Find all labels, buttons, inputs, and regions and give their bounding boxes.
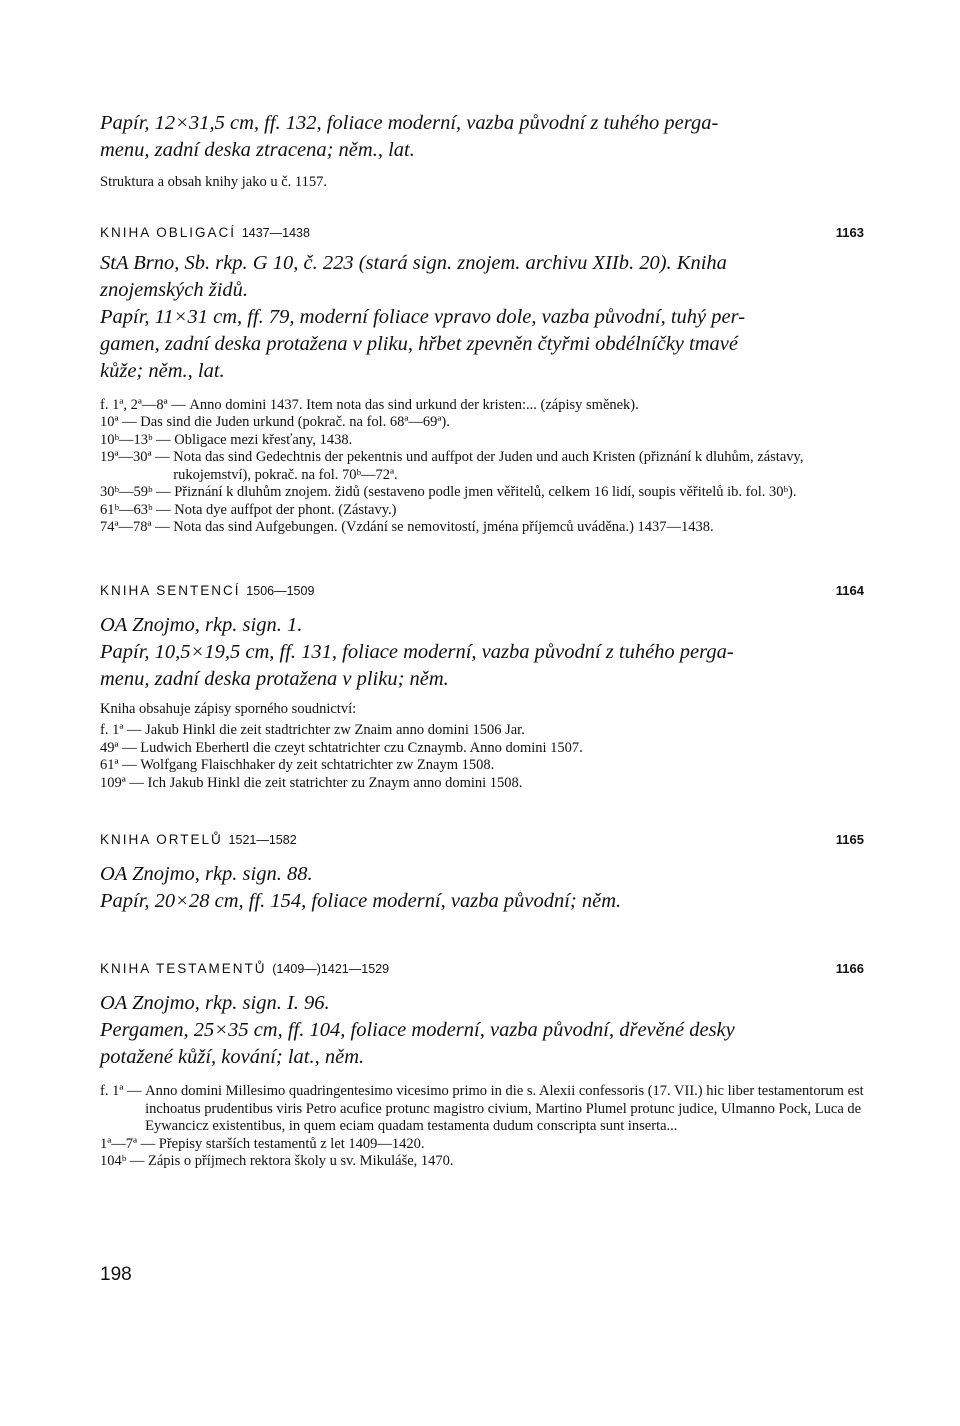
desc-line: OA Znojmo, rkp. sign. I. 96. <box>100 992 330 1014</box>
section-number-1163: 1163 <box>835 224 864 240</box>
desc-line: kůže; něm., lat. <box>100 359 225 382</box>
desc-line: Papír, 11×31 cm, ff. 79, moderní foliace vpravo dole, vazba původní, tuhý per- <box>100 305 746 328</box>
desc-line: OA Znojmo, rkp. sign. 1. <box>100 613 303 636</box>
section-title-1163: KNIHA OBLIGACÍ 1437—1438 <box>100 224 310 240</box>
desc-line: OA Znojmo, rkp. sign. 88. <box>100 863 313 885</box>
list-item: 104ᵇ — Zápis o příjmech rektora školy u sv. Mikuláše, 1470. <box>100 1153 454 1169</box>
desc-line: StA Brno, Sb. rkp. G 10, č. 223 (stará sign. znojem. archivu XIIb. 20). Kniha <box>100 251 727 274</box>
desc-line: Pergamen, 25×35 cm, ff. 104, foliace moderní, vazba původní, dřevěné desky <box>100 1019 735 1041</box>
list-item: 30ᵇ—59ᵇ — Přiznání k dluhům znojem. židů (sestaveno podle jmen věřitelů, celkem 16 lidí, soupis věřitelů ib. fol. 30ᵇ). <box>100 484 797 500</box>
desc-line: znojemských židů. <box>100 278 249 301</box>
desc-line: menu, zadní deska protažena v pliku; něm. <box>100 667 449 690</box>
list-item: f. 1ª, 2ª—8ª — Anno domini 1437. Item nota das sind urkund der kristen:... (zápisy směnek). <box>100 396 639 413</box>
list-item: 74ª—78ª — Nota das sind Aufgebungen. (Vzdání se nemovitostí, jména příjemců uváděna.) 1437—1438. <box>100 519 714 535</box>
page-number: 198 <box>100 1264 132 1285</box>
list-item: f. 1ª — Jakub Hinkl die zeit stadtrichter zw Znaim anno domini 1506 Jar. <box>100 722 525 738</box>
section-heading-1164 <box>100 583 864 598</box>
intro-line-2: menu, zadní deska ztracena; něm., lat. <box>100 139 415 161</box>
entries-1164 <box>100 722 864 792</box>
list-item: 10ᵇ—13ᵇ — Obligace mezi křesťany, 1438. <box>100 431 353 448</box>
section-heading-1166 <box>100 961 864 976</box>
desc-line: Papír, 20×28 cm, ff. 154, foliace moderní, vazba původní; něm. <box>100 890 622 912</box>
list-item: 49ª — Ludwich Eberhertl die czeyt schtatrichter czu Cznaymb. Anno domini 1507. <box>100 739 583 756</box>
list-item: 1ª—7ª — Přepisy starších testamentů z let 1409—1420. <box>100 1135 425 1152</box>
section-heading-1165 <box>100 832 864 847</box>
list-item: f. 1ª — Anno domini Millesimo quadringentesimo vicesimo primo in die s. Alexii confessoris (17. VII.) hic liber testamentorum est inchoatus prudentibus viris Petro acufice protunc magistro civium, Martino Plumel protunc judice, Ulmanno Pock, Luca de Eywancicz existentibus, in quem eciam quadam testamenta dudum conscripta sunt inserta... <box>100 1083 864 1134</box>
section-heading-1163 <box>100 225 864 240</box>
desc-line: Papír, 10,5×19,5 cm, ff. 131, foliace moderní, vazba původní z tuhého perga- <box>100 640 734 663</box>
page-body <box>100 110 864 1171</box>
intro-note: Struktura a obsah knihy jako u č. 1157. <box>100 174 327 190</box>
section-note-1164: Kniha obsahuje zápisy sporného soudnictví: <box>100 700 357 717</box>
section-number-1165: 1165 <box>835 832 864 847</box>
section-desc-1164 <box>100 612 864 693</box>
section-title-1166: KNIHA TESTAMENTŮ (1409—)1421—1529 <box>100 961 390 976</box>
intro-line-1: Papír, 12×31,5 cm, ff. 132, foliace moderní, vazba původní z tuhého perga- <box>100 112 719 134</box>
list-item: 10ª — Das sind die Juden urkund (pokrač. na fol. 68ª—69ª). <box>100 414 450 430</box>
section-number-1166: 1166 <box>835 961 864 976</box>
list-item: 19ª—30ª — Nota das sind Gedechtnis der pekentnis und auffpot der Juden und auch Kristen (přiznání k dluhům, zástavy, rukojemství), pokrač. na fol. 70ᵇ—72ª. <box>100 449 804 483</box>
section-title-1165: KNIHA ORTELŮ 1521—1582 <box>100 832 297 847</box>
section-number-1164: 1164 <box>835 582 864 598</box>
section-desc-1165 <box>100 861 864 915</box>
section-desc-1166 <box>100 990 864 1071</box>
entries-1163 <box>100 397 864 537</box>
desc-line: potažené kůží, kování; lat., něm. <box>100 1046 365 1068</box>
list-item: 61ᵇ—63ᵇ — Nota dye auffpot der phont. (Zástavy.) <box>100 501 397 518</box>
entries-1166 <box>100 1083 864 1171</box>
section-desc-1163 <box>100 250 864 385</box>
desc-line: gamen, zadní deska protažena v pliku, hřbet zpevněn čtyřmi obdélníčky tmavé <box>100 332 738 355</box>
list-item: 109ª — Ich Jakub Hinkl die zeit statrichter zu Znaym anno domini 1508. <box>100 774 523 791</box>
section-title-1164: KNIHA SENTENCÍ 1506—1509 <box>100 582 315 598</box>
list-item: 61ª — Wolfgang Flaischhaker dy zeit schtatrichter zw Znaym 1508. <box>100 757 495 773</box>
